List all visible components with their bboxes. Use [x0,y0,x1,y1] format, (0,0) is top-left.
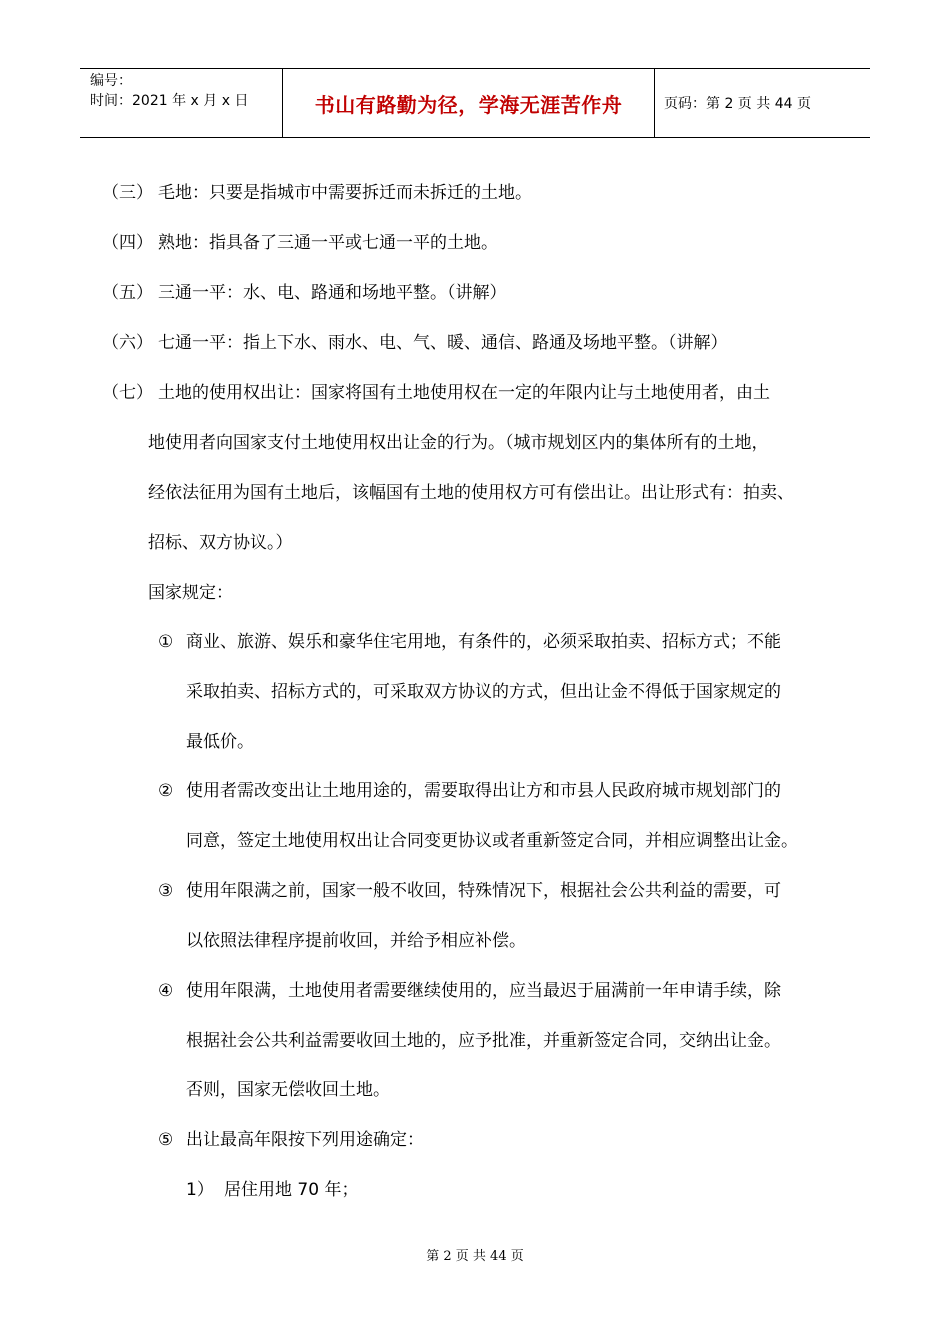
rule-text-continued: 否则，国家无偿收回土地。 [186,1080,390,1100]
item-text: 土地的使用权出让：国家将国有土地使用权在一定的年限内让与土地使用者，由土 [158,383,770,403]
rule-marker: ④ [158,981,174,1001]
rule-text-continued: 最低价。 [186,732,254,752]
rule-marker: ② [158,781,174,801]
item-text: 毛地：只要是指城市中需要拆迁而未拆迁的土地。 [158,183,532,203]
date-line: 时间：2021 年 x 月 x 日 [90,93,249,109]
rule-text: 使用年限满之前，国家一般不收回，特殊情况下，根据社会公共利益的需要，可 [186,881,781,901]
serial-label: 编号： [90,73,132,89]
rules-heading: 国家规定： [148,583,233,603]
item-text-continued: 招标、双方协议。） [148,533,293,553]
header-motto: 书山有路勤为径，学海无涯苦作舟 [314,92,623,117]
rule-item [158,1128,424,1152]
item-text-continued: 经依法征用为国有土地后，该幅国有土地的使用权方可有偿出让。出让形式有：拍卖、 [148,483,794,503]
header-meta [90,71,248,111]
header-page-info: 页码：第 2 页 共 44 页 [664,96,811,112]
rule-text: 使用者需改变出让土地用途的，需要取得出让方和市县人民政府城市规划部门的 [186,781,781,801]
rule-text-continued: 采取拍卖、招标方式的，可采取双方协议的方式，但出让金不得低于国家规定的 [186,682,781,702]
rule-marker: ⑤ [158,1130,174,1150]
item-text: 七通一平：指上下水、雨水、电、气、暖、通信、路通及场地平整。（讲解） [158,333,728,353]
item-label: （七） [102,383,153,403]
rule-marker: ① [158,632,174,652]
rule-text: 使用年限满，土地使用者需要继续使用的，应当最迟于届满前一年申请手续，除 [186,981,781,1001]
header-divider [654,69,655,137]
item-text: 三通一平：水、电、路通和场地平整。（讲解） [158,283,507,303]
rule-text-continued: 根据社会公共利益需要收回土地的，应予批准，并重新签定合同，交纳出让金。 [186,1031,781,1051]
rule-text-continued: 以依照法律程序提前收回，并给予相应补偿。 [186,931,526,951]
sub-item-text: 居住用地 70 年； [224,1180,359,1200]
list-item [102,331,728,355]
item-label: （六） [102,333,153,353]
item-text: 熟地：指具备了三通一平或七通一平的土地。 [158,233,498,253]
item-text-continued: 地使用者向国家支付土地使用权出让金的行为。（城市规划区内的集体所有的土地， [148,433,769,453]
list-item [102,281,507,305]
list-item [102,231,498,255]
item-label: （四） [102,233,153,253]
sub-item [186,1178,358,1202]
rule-text-continued: 同意，签定土地使用权出让合同变更协议或者重新签定合同，并相应调整出让金。 [186,831,798,851]
item-label: （三） [102,183,153,203]
rule-marker: ③ [158,881,174,901]
item-label: （五） [102,283,153,303]
rule-item [158,879,781,903]
list-item [102,381,770,405]
page-footer: 第 2 页 共 44 页 [426,1249,524,1264]
rule-text: 商业、旅游、娱乐和豪华住宅用地，有条件的，必须采取拍卖、招标方式；不能 [186,632,781,652]
rule-item [158,779,781,803]
rule-item [158,630,781,654]
rule-item [158,979,781,1003]
sub-item-marker: 1） [186,1180,214,1200]
list-item [102,181,532,205]
page-header [80,68,870,138]
rule-text: 出让最高年限按下列用途确定： [186,1130,424,1150]
